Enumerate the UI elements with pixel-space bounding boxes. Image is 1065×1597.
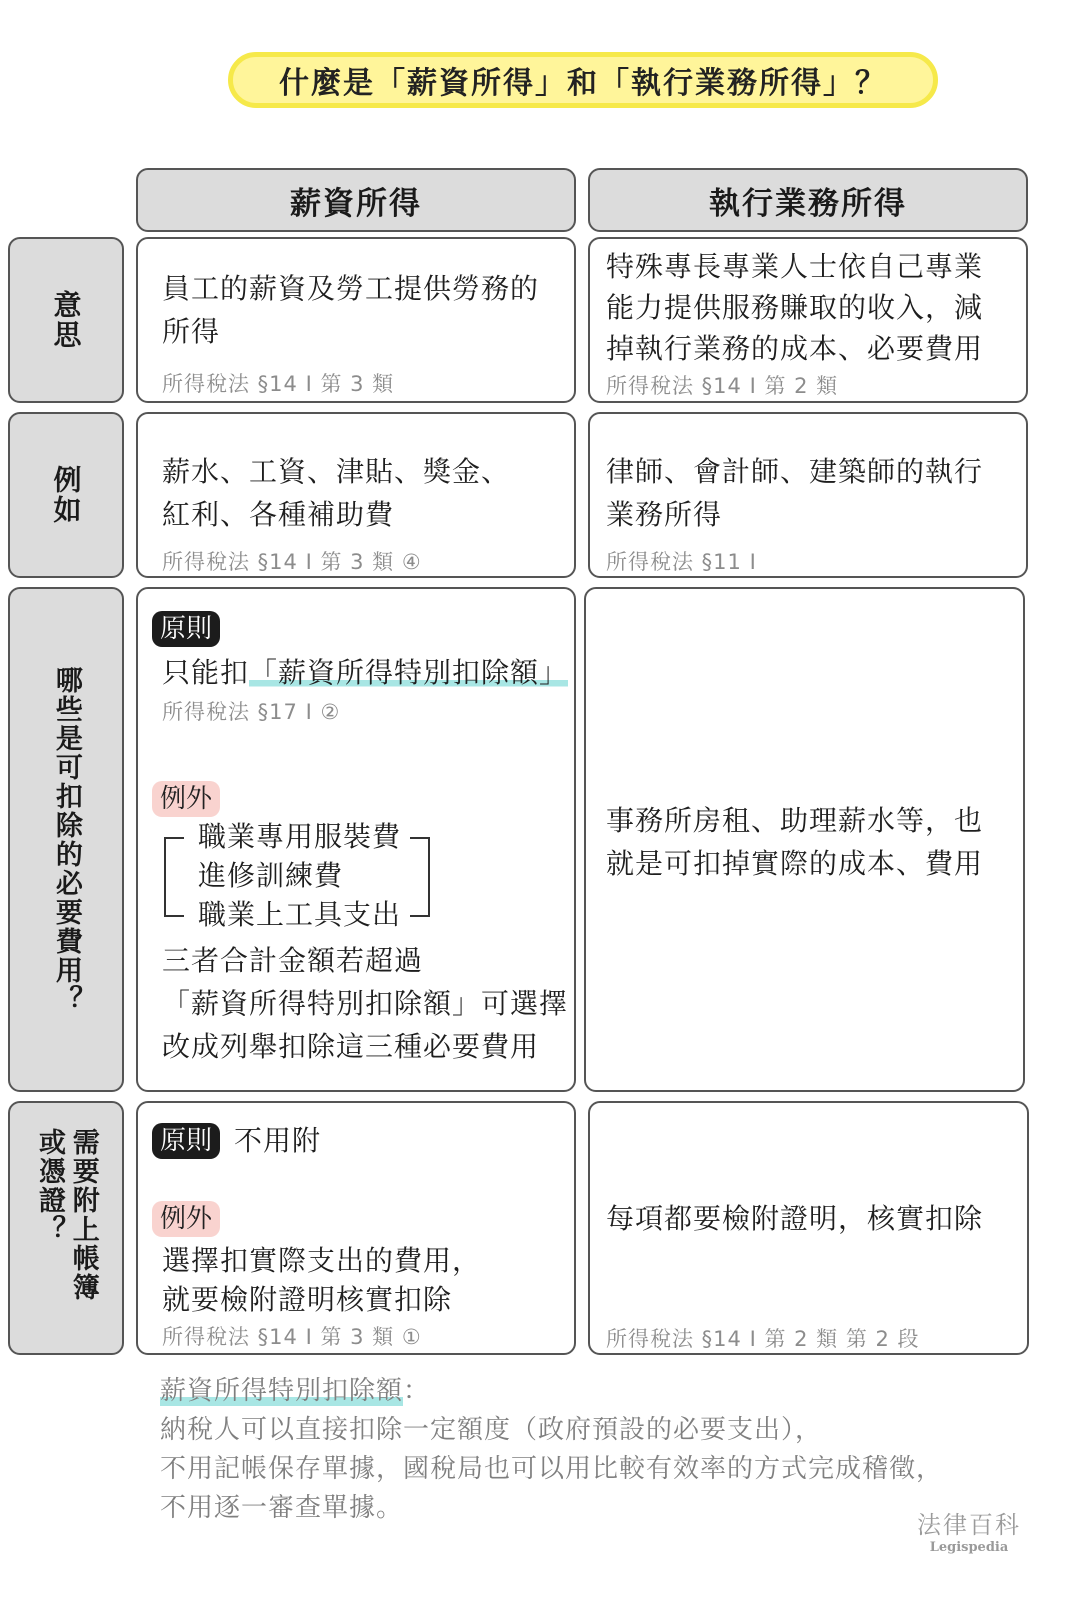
brand-logo: 法律百科 Legispedia <box>917 1511 1021 1555</box>
meaning-business-line-3: 掉執行業務的成本、必要費用 <box>606 332 984 365</box>
law-citation: 所得稅法 §11 I <box>606 550 757 574</box>
voucher-exception-line-1: 選擇扣實際支出的費用， <box>162 1244 482 1277</box>
highlight-term: 「薪資所得特別扣除額」 <box>249 656 569 689</box>
cell-expense-salary <box>136 587 576 1092</box>
exception-tag: 例外 <box>152 1201 220 1237</box>
exception-item-3: 職業上工具支出 <box>198 898 402 931</box>
exception-after-line-2: 「薪資所得特別扣除額」可選擇 <box>162 987 569 1020</box>
example-business-line-2: 業務所得 <box>606 498 723 531</box>
footnote-line-2: 不用記帳保存單據，國稅局也可以用比較有效率的方式完成稽徵， <box>160 1454 944 1484</box>
law-citation: 所得稅法 §14 I 第 2 類 第 2 段 <box>606 1327 920 1351</box>
cell-expense-business <box>584 587 1025 1092</box>
meaning-salary-line-2: 所得 <box>162 315 221 348</box>
expense-business-line-1: 事務所房租、助理薪水等，也 <box>606 804 984 837</box>
row-header-example: 例如 <box>8 412 124 578</box>
meaning-business-line-1: 特殊專長專業人士依自己專業 <box>606 250 984 283</box>
cell-meaning-business <box>588 237 1028 403</box>
exception-after-line-1: 三者合計金額若超過 <box>162 944 424 977</box>
cell-example-salary <box>136 412 576 578</box>
example-business-line-1: 律師、會計師、建築師的執行 <box>606 455 984 488</box>
footnote-term: 薪資所得特別扣除額： <box>160 1376 431 1406</box>
exception-item-1: 職業專用服裝費 <box>198 820 402 853</box>
meaning-business-line-2: 能力提供服務賺取的收入，減 <box>606 291 984 324</box>
page-title: 什麼是「薪資所得」和「執行業務所得」？ <box>228 52 938 108</box>
exception-item-2: 進修訓練費 <box>198 859 344 892</box>
meaning-salary-line-1: 員工的薪資及勞工提供勞務的 <box>162 272 540 305</box>
example-salary-line-2: 紅利、各種補助費 <box>162 498 395 531</box>
law-citation: 所得稅法 §14 I 第 3 類 <box>162 372 395 396</box>
law-citation: 所得稅法 §14 I 第 2 類 <box>606 374 839 398</box>
principle-text: 不用附 <box>234 1124 322 1157</box>
principle-tag: 原則 <box>152 611 220 647</box>
cell-example-business <box>588 412 1028 578</box>
exception-tag: 例外 <box>152 781 220 817</box>
row-header-expense: 哪些是可扣除的必要費用？ <box>8 587 124 1092</box>
row-header-voucher: 需要附上帳簿或憑證？ <box>8 1101 124 1355</box>
principle-tag: 原則 <box>152 1123 220 1159</box>
column-header-salary: 薪資所得 <box>136 168 576 232</box>
law-citation: 所得稅法 §14 I 第 3 類 ① <box>162 1325 422 1349</box>
cell-voucher-salary <box>136 1101 576 1355</box>
cell-meaning-salary <box>136 237 576 403</box>
exception-after-line-3: 改成列舉扣除這三種必要費用 <box>162 1030 540 1063</box>
voucher-exception-line-2: 就要檢附證明核實扣除 <box>162 1283 453 1316</box>
example-salary-line-1: 薪水、工資、津貼、獎金、 <box>162 455 511 488</box>
bracket-left <box>164 837 184 917</box>
column-header-business: 執行業務所得 <box>588 168 1028 232</box>
voucher-business-text: 每項都要檢附證明，核實扣除 <box>606 1202 984 1235</box>
bracket-right <box>410 837 430 917</box>
law-citation: 所得稅法 §14 I 第 3 類 ④ <box>162 550 422 574</box>
footnote-line-3: 不用逐一審查單據。 <box>160 1493 404 1523</box>
cell-voucher-business <box>588 1101 1029 1355</box>
expense-business-line-2: 就是可扣掉實際的成本、費用 <box>606 847 984 880</box>
row-header-meaning: 意思 <box>8 237 124 403</box>
principle-text: 只能扣「薪資所得特別扣除額」 <box>162 656 569 689</box>
footnote-line-1: 納稅人可以直接扣除一定額度（政府預設的必要支出）， <box>160 1415 823 1445</box>
law-citation: 所得稅法 §17 I ② <box>162 700 341 724</box>
